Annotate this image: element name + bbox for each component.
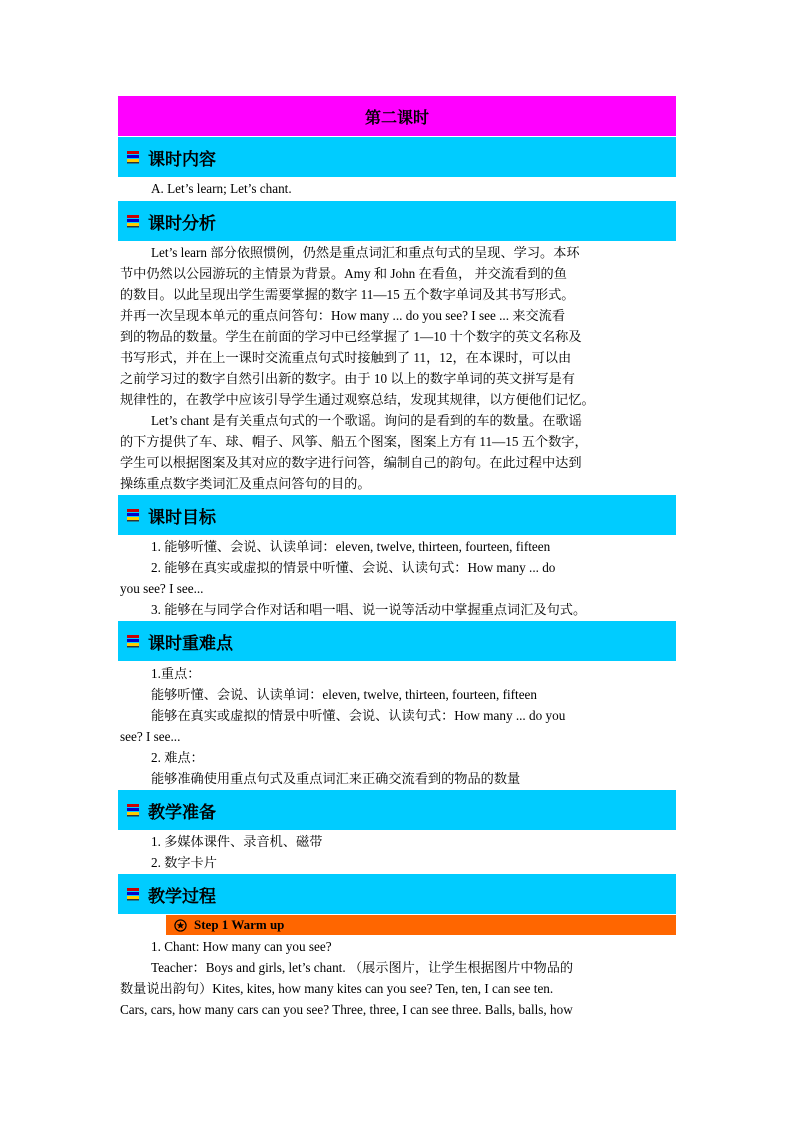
prep-item: 1. 多媒体课件、录音机、磁带 <box>151 834 323 849</box>
section-header-process <box>118 874 676 914</box>
analysis-line: Let’s chant 是有关重点句式的一个歌谣。询问的是看到的车的数量。在歌谣 <box>151 413 582 428</box>
analysis-line: 规律性的，在教学中应该引导学生通过观察总结，发现其规律，以方便他们记忆。 <box>120 392 595 407</box>
goal-line: 3. 能够在与同学合作对话和唱一唱、说一说等活动中掌握重点词汇及句式。 <box>151 602 587 617</box>
book-stack-icon <box>118 634 148 648</box>
section-heading: 课时目标 <box>148 507 216 527</box>
step-bar <box>166 915 676 935</box>
analysis-line: 节中仍然以公园游玩的主情景为背景。Amy 和 John 在看鱼， 并交流看到的鱼 <box>120 266 567 281</box>
process-line: 数量说出韵句）Kites, kites, how many kites can you see? Ten, ten, I can see ten. <box>120 981 554 996</box>
goal-line: 2. 能够在真实或虚拟的情景中听懂、会说、认读句式：How many ... do <box>151 560 556 575</box>
analysis-line: 学生可以根据图案及其对应的数字进行问答，编制自己的韵句。在此过程中达到 <box>120 455 582 470</box>
section-header-analysis <box>118 201 676 241</box>
analysis-line: 书写形式，并在上一课时交流重点句式时接触到了 11，12，在本课时，可以由 <box>120 350 572 365</box>
key-line: 能够听懂、会说、认读单词：eleven, twelve, thirteen, fourteen, fifteen <box>151 687 537 702</box>
book-stack-icon <box>118 150 148 164</box>
key-line: 能够在真实或虚拟的情景中听懂、会说、认读句式：How many ... do you <box>151 708 566 723</box>
lesson-title: 第二课时 <box>364 109 429 127</box>
analysis-line: 的数目。以此呈现出学生需要掌握的数字 11—15 五个数字单词及其书写形式。 <box>120 287 575 302</box>
key-line: 2. 难点： <box>151 750 204 765</box>
analysis-line: 到的物品的数量。学生在前面的学习中已经掌握了 1—10 十个数字的英文名称及 <box>120 329 582 344</box>
analysis-line: Let’s learn 部分依照惯例，仍然是重点词汇和重点句式的呈现、学习。本环 <box>151 245 580 260</box>
step-title: Step 1 Warm up <box>194 917 285 932</box>
analysis-line: 并再一次呈现本单元的重点问答句：How many ... do you see? I see ... 来交流看 <box>120 308 566 323</box>
book-stack-icon <box>118 508 148 522</box>
analysis-line: 之前学习过的数字自然引出新的数字。由于 10 以上的数字单词的英文拼写是有 <box>120 371 575 386</box>
key-line: 1.重点： <box>151 666 201 681</box>
book-stack-icon <box>118 887 148 901</box>
goal-line: 1. 能够听懂、会说、认读单词：eleven, twelve, thirteen, fourteen, fifteen <box>151 539 551 554</box>
process-line: Teacher：Boys and girls, let’s chant. （展示图片，让学生根据图片中物品的 <box>151 960 574 975</box>
analysis-line: 操练重点数字类词汇及重点问答句的目的。 <box>120 476 371 491</box>
star-circle-icon <box>166 919 194 932</box>
document-page <box>118 96 676 1020</box>
prep-item: 2. 数字卡片 <box>151 855 217 870</box>
section-heading: 教学过程 <box>148 886 216 906</box>
section-header-content <box>118 137 676 177</box>
content-line: A. Let’s learn; Let’s chant. <box>151 181 292 196</box>
section-heading: 课时分析 <box>148 213 216 233</box>
section-header-goals <box>118 495 676 535</box>
book-stack-icon <box>118 214 148 228</box>
key-line: see? I see... <box>120 729 181 744</box>
process-line: 1. Chant: How many can you see? <box>151 939 332 954</box>
section-heading: 课时内容 <box>148 149 216 169</box>
section-header-key-points <box>118 621 676 661</box>
lesson-title-bar <box>118 96 676 136</box>
key-line: 能够准确使用重点句式及重点词汇来正确交流看到的物品的数量 <box>151 771 521 786</box>
book-stack-icon <box>118 803 148 817</box>
process-line: Cars, cars, how many cars can you see? Three, three, I can see three. Balls, balls, how <box>120 1002 573 1017</box>
section-header-preparation <box>118 790 676 830</box>
goal-line: you see? I see... <box>120 581 204 596</box>
analysis-line: 的下方提供了车、球、帽子、风筝、船五个图案，图案上方有 11—15 五个数字， <box>120 434 588 449</box>
section-heading: 教学准备 <box>148 802 216 822</box>
section-heading: 课时重难点 <box>148 633 233 653</box>
